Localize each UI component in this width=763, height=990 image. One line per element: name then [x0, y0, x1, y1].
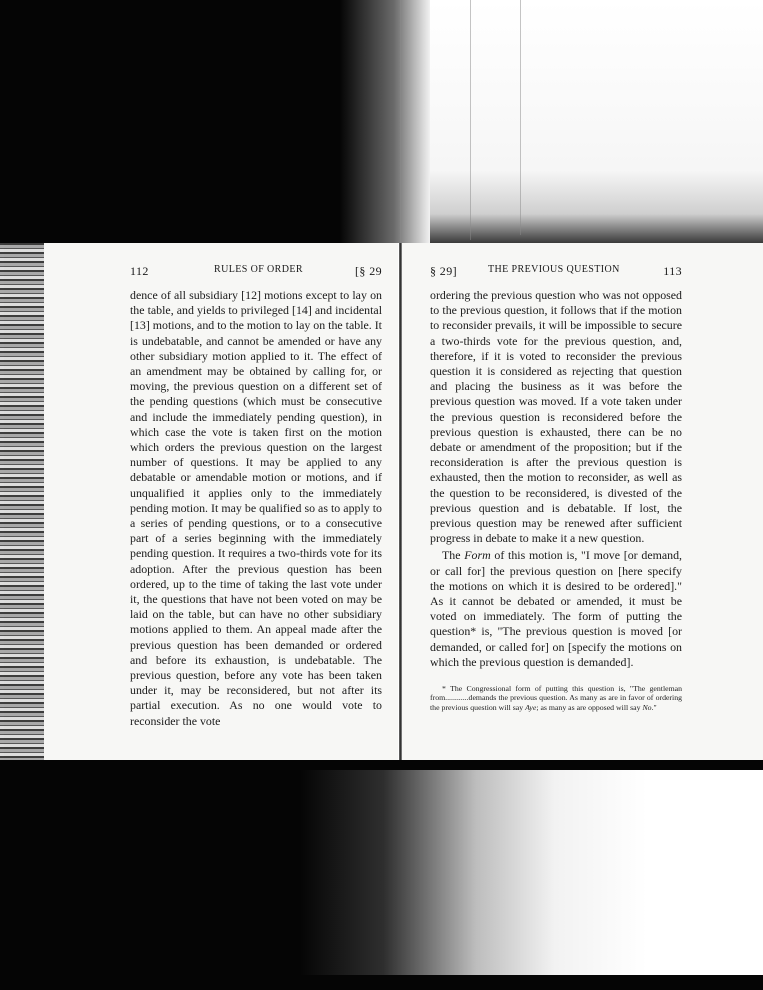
scan-streak — [470, 0, 471, 240]
scan-dark-area-top-left — [0, 0, 385, 243]
scan-streak — [400, 0, 401, 243]
left-paragraph: dence of all subsidiary [12] motions except to lay on the table, and yields to privileged [14] and incidental [13] motions, and to the motion to lay on the table. It is undebatable, and cannot be amended or have any other subsidiary motion applied to it. The effect of an amendment may be obtained by calling for, or moving, the previous question on a different set of the pending questions (which must be consecutive and include the immediately pending question), in which case the vote is taken first on the motion which orders the previous question on the largest number of questions. It may be applied to any debatable or amendable motion or motions, and if unqualified it applies only to the immediately pending motion. It may be qualified so as to apply to a series of pending questions, or to a consecutive part of a series beginning with the immediately pending question. It requires a two-thirds vote for its adoption. After the previous question has been ordered, up to the time of taking the last vote under it, the questions that have not been voted on may be laid on the table, but can have no other subsidiary motions applied to them. An appeal made after the previous question has been demanded or ordered and before its exhaustion, is undebatable. The previous question, before any vote has been taken under it, may be reconsidered, but not after its partial execution. As no one would vote to reconsider the vote — [130, 288, 382, 728]
footnote-aye: Aye — [525, 702, 537, 712]
right-paragraph-1: ordering the previous question who was not opposed to the previous question, it follows that if the motion to reconsider prevails, it will be impossible to secure a two-thirds vote for the previous question, and, therefore, if it is voted to reconsider the previous question it is considered as rejecting that question and placing the business as it was before the previous question was moved. If a vote taken under the previous question is reconsidered before the previous question is exhausted, there can be no debate or amendment of the proposition; but if the reconsideration is after the previous question is exhausted, then the motion to reconsider, as well as the question to be reconsidered, is divested of the previous question and is debatable. If lost, the previous question may be renewed after sufficient progress in debate to make it a new question. — [430, 288, 682, 546]
running-title-left: RULES OF ORDER — [214, 264, 303, 275]
section-mark-left: [§ 29 — [355, 264, 382, 278]
book-spine — [399, 243, 402, 760]
right-paragraph-2 — [430, 548, 682, 670]
right-page — [430, 262, 682, 712]
footnote-mid: ; as many as are opposed will say — [536, 702, 643, 712]
footnote-lead: * The Congressional form of putting this question is, "The gentleman from............demands the previous question. As many as are in favor of ordering the previous question will say — [430, 684, 682, 712]
paragraph-2-lead: The — [442, 548, 465, 563]
section-mark-right: § 29] — [430, 264, 457, 278]
footnote-end: ." — [651, 702, 657, 712]
scan-fade-bottom — [300, 770, 763, 975]
running-title-right: THE PREVIOUS QUESTION — [488, 264, 620, 275]
scan-streak — [520, 0, 521, 235]
paragraph-2-italic-form: Form — [464, 548, 491, 563]
footnote-no: No — [642, 702, 652, 712]
scan-margin-strip — [0, 243, 44, 760]
right-page-body — [430, 288, 682, 670]
right-running-head — [430, 262, 682, 280]
left-page-body — [130, 288, 382, 729]
scan-light-area-top-right — [385, 0, 763, 243]
left-running-head — [130, 262, 382, 280]
footnote — [430, 684, 682, 712]
page-number-right: 113 — [663, 264, 682, 278]
page-number-left: 112 — [130, 264, 149, 278]
scan-fade-top — [340, 0, 430, 243]
left-page — [130, 262, 382, 729]
paragraph-2-rest: of this motion is, "I move [or demand, or call for] the previous question on [here specify the motions on which it is desired to be ordered]." As it cannot be debated or amended, it must be voted on immediately. The form of putting the question* is, "The previous question is moved [or demanded, or called for] on [specify the motions on which the previous question is demanded]. — [430, 548, 682, 669]
